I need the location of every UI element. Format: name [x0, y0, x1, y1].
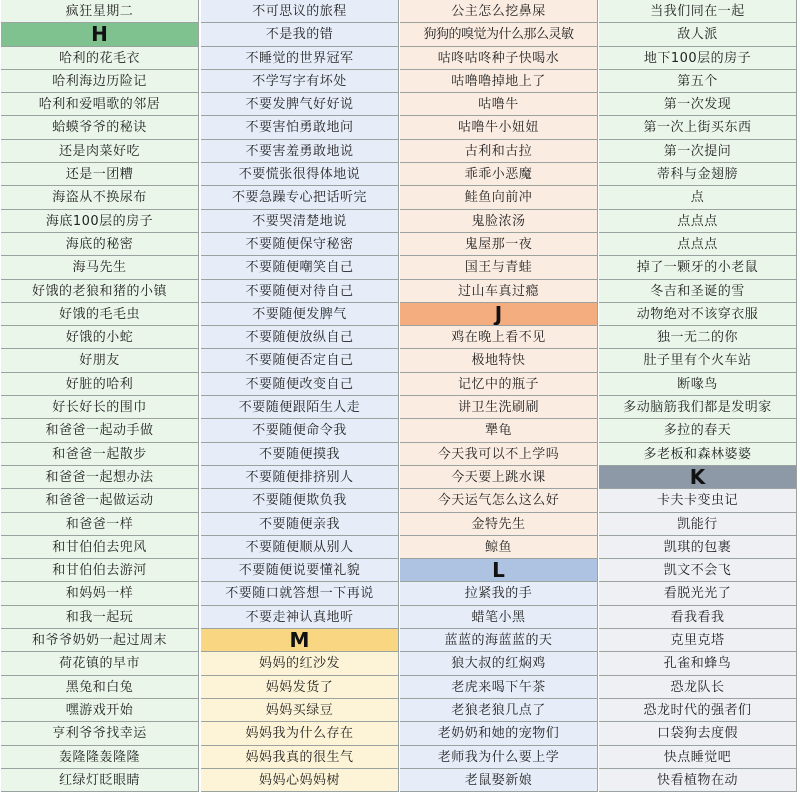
title-cell: 敌人派	[599, 23, 797, 46]
title-cell: 拉紧我的手	[400, 582, 598, 605]
title-cell: 不要随便对待自己	[201, 280, 399, 303]
title-cell: 当我们同在一起	[599, 0, 797, 23]
title-cell: 海底100层的房子	[1, 210, 199, 233]
title-cell: 海底的秘密	[1, 233, 199, 256]
title-cell: 第一次提问	[599, 140, 797, 163]
title-cell: 蓝蓝的海蓝蓝的天	[400, 629, 598, 652]
column-1	[1, 0, 199, 792]
title-cell: 好饿的毛毛虫	[1, 303, 199, 326]
title-cell: 地下100层的房子	[599, 47, 797, 70]
title-cell: 鲸鱼	[400, 536, 598, 559]
title-cell: 轰隆隆轰隆隆	[1, 746, 199, 769]
title-cell: 不要随便跟陌生人走	[201, 396, 399, 419]
column-4	[599, 0, 797, 792]
title-cell: 不要发脾气好好说	[201, 93, 399, 116]
title-cell: 掉了一颗牙的小老鼠	[599, 256, 797, 279]
title-cell: 不要随便保守秘密	[201, 233, 399, 256]
title-cell: 不要随便排挤别人	[201, 466, 399, 489]
title-cell: 还是肉菜好吃	[1, 140, 199, 163]
title-cell: 和我一起玩	[1, 606, 199, 629]
title-cell: 不学写字有坏处	[201, 70, 399, 93]
title-cell: 多动脑筋我们都是发明家	[599, 396, 797, 419]
title-cell: 亨利爷爷找幸运	[1, 722, 199, 745]
title-cell: 今天运气怎么这么好	[400, 489, 598, 512]
title-cell: 和爷爷奶奶一起过周末	[1, 629, 199, 652]
title-cell: 金特先生	[400, 513, 598, 536]
title-cell: 妈妈发货了	[201, 676, 399, 699]
title-cell: 不要随口就答想一下再说	[201, 582, 399, 605]
title-cell: 凯能行	[599, 513, 797, 536]
title-cell: 快看植物在动	[599, 769, 797, 792]
title-cell: 不要随便顺从别人	[201, 536, 399, 559]
title-cell: 多拉的春天	[599, 419, 797, 442]
title-cell: 过山车真过瘾	[400, 280, 598, 303]
title-cell: 哈利海边历险记	[1, 70, 199, 93]
title-cell: 今天我可以不上学吗	[400, 443, 598, 466]
title-cell: 孔雀和蜂鸟	[599, 652, 797, 675]
title-cell: 不要随便否定自己	[201, 349, 399, 372]
title-cell: 公主怎么挖鼻屎	[400, 0, 598, 23]
title-cell: 荷花镇的早市	[1, 652, 199, 675]
title-cell: 鬼脸浓汤	[400, 210, 598, 233]
title-cell: 犟龟	[400, 419, 598, 442]
section-header: J	[400, 303, 598, 326]
title-cell: 断喙鸟	[599, 373, 797, 396]
title-cell: 鸡在晚上看不见	[400, 326, 598, 349]
title-cell: 老虎来喝下午茶	[400, 676, 598, 699]
title-cell: 不要随便命令我	[201, 419, 399, 442]
title-cell: 第一次上街买东西	[599, 116, 797, 139]
title-cell: 好脏的哈利	[1, 373, 199, 396]
title-cell: 狼大叔的红焖鸡	[400, 652, 598, 675]
title-cell: 国王与青蛙	[400, 256, 598, 279]
title-cell: 蛤蟆爷爷的秘诀	[1, 116, 199, 139]
title-cell: 和爸爸一样	[1, 513, 199, 536]
title-cell: 独一无二的你	[599, 326, 797, 349]
title-cell: 点点点	[599, 210, 797, 233]
title-cell: 狗狗的嗅觉为什么那么灵敏	[400, 23, 598, 46]
title-cell: 咕咚咕咚种子快喝水	[400, 47, 598, 70]
section-header: K	[599, 466, 797, 489]
title-cell: 快点睡觉吧	[599, 746, 797, 769]
title-cell: 哈利的花毛衣	[1, 47, 199, 70]
title-cell: 妈妈我真的很生气	[201, 746, 399, 769]
section-header: M	[201, 629, 399, 652]
title-cell: 和甘伯伯去兜风	[1, 536, 199, 559]
title-cell: 恐龙时代的强者们	[599, 699, 797, 722]
title-cell: 老师我为什么要上学	[400, 746, 598, 769]
title-cell: 妈妈心妈妈树	[201, 769, 399, 792]
title-cell: 极地特快	[400, 349, 598, 372]
title-cell: 不要随便说要懂礼貌	[201, 559, 399, 582]
title-cell: 不要慌张很得体地说	[201, 163, 399, 186]
section-header: L	[400, 559, 598, 582]
title-cell: 动物绝对不该穿衣服	[599, 303, 797, 326]
title-cell: 不要随便亲我	[201, 513, 399, 536]
title-cell: 不可思议的旅程	[201, 0, 399, 23]
title-cell: 不要随便摸我	[201, 443, 399, 466]
title-cell: 哈利和爱唱歌的邻居	[1, 93, 199, 116]
title-cell: 和妈妈一样	[1, 582, 199, 605]
title-cell: 不是我的错	[201, 23, 399, 46]
title-cell: 今天要上跳水课	[400, 466, 598, 489]
title-cell: 凯文不会飞	[599, 559, 797, 582]
title-cell: 不要随便嘲笑自己	[201, 256, 399, 279]
title-cell: 妈妈我为什么存在	[201, 722, 399, 745]
title-cell: 点	[599, 186, 797, 209]
title-cell: 和爸爸一起散步	[1, 443, 199, 466]
title-cell: 鬼屋那一夜	[400, 233, 598, 256]
title-cell: 老狼老狼几点了	[400, 699, 598, 722]
title-cell: 还是一团糟	[1, 163, 199, 186]
title-cell: 冬吉和圣诞的雪	[599, 280, 797, 303]
title-cell: 和爸爸一起想办法	[1, 466, 199, 489]
column-2	[201, 0, 399, 792]
title-cell: 不要随便放纵自己	[201, 326, 399, 349]
title-cell: 克里克塔	[599, 629, 797, 652]
title-cell: 老奶奶和她的宠物们	[400, 722, 598, 745]
title-cell: 蜡笔小黑	[400, 606, 598, 629]
title-cell: 不要哭清楚地说	[201, 210, 399, 233]
title-cell: 咕噜牛小妞妞	[400, 116, 598, 139]
title-cell: 恐龙队长	[599, 676, 797, 699]
title-cell: 疯狂星期二	[1, 0, 199, 23]
title-cell: 和爸爸一起做运动	[1, 489, 199, 512]
title-cell: 肚子里有个火车站	[599, 349, 797, 372]
title-cell: 和甘伯伯去游河	[1, 559, 199, 582]
title-cell: 不要走神认真地听	[201, 606, 399, 629]
title-cell: 蒂科与金翅膀	[599, 163, 797, 186]
title-cell: 红绿灯眨眼睛	[1, 769, 199, 792]
title-cell: 鲑鱼向前冲	[400, 186, 598, 209]
title-cell: 咕噜牛	[400, 93, 598, 116]
title-cell: 妈妈买绿豆	[201, 699, 399, 722]
title-cell: 嘿游戏开始	[1, 699, 199, 722]
title-cell: 好朋友	[1, 349, 199, 372]
title-cell: 海盗从不换尿布	[1, 186, 199, 209]
title-cell: 不要害羞勇敢地说	[201, 140, 399, 163]
title-cell: 凯琪的包裹	[599, 536, 797, 559]
title-cell: 不要害怕勇敢地问	[201, 116, 399, 139]
title-cell: 第五个	[599, 70, 797, 93]
title-cell: 不要随便改变自己	[201, 373, 399, 396]
title-cell: 点点点	[599, 233, 797, 256]
title-cell: 不要急躁专心把话听完	[201, 186, 399, 209]
title-cell: 记忆中的瓶子	[400, 373, 598, 396]
title-cell: 不睡觉的世界冠军	[201, 47, 399, 70]
title-cell: 老鼠娶新娘	[400, 769, 598, 792]
title-cell: 卡夫卡变虫记	[599, 489, 797, 512]
title-cell: 好长好长的围巾	[1, 396, 199, 419]
title-cell: 不要随便欺负我	[201, 489, 399, 512]
title-cell: 多老板和森林婆婆	[599, 443, 797, 466]
section-header: H	[1, 23, 199, 46]
title-cell: 妈妈的红沙发	[201, 652, 399, 675]
title-cell: 黑兔和白兔	[1, 676, 199, 699]
title-cell: 好饿的老狼和猪的小镇	[1, 280, 199, 303]
title-cell: 咕噜噜掉地上了	[400, 70, 598, 93]
title-cell: 口袋狗去度假	[599, 722, 797, 745]
title-cell: 海马先生	[1, 256, 199, 279]
title-cell: 讲卫生洗刷刷	[400, 396, 598, 419]
title-cell: 乖乖小恶魔	[400, 163, 598, 186]
title-cell: 看脱光光了	[599, 582, 797, 605]
title-cell: 看我看我	[599, 606, 797, 629]
title-cell: 不要随便发脾气	[201, 303, 399, 326]
title-cell: 和爸爸一起动手做	[1, 419, 199, 442]
title-cell: 好饿的小蛇	[1, 326, 199, 349]
title-cell: 第一次发现	[599, 93, 797, 116]
column-3	[400, 0, 598, 792]
title-cell: 古利和古拉	[400, 140, 598, 163]
